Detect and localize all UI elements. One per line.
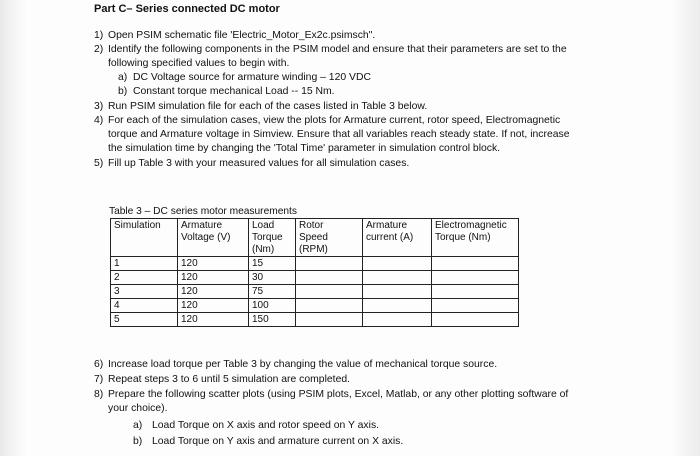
- table-row: [111, 285, 519, 299]
- step-8-text-line-2: your choice).: [108, 403, 168, 414]
- step-8b-letter: b): [133, 436, 143, 447]
- step-4-text-line-2: torque and Armature voltage in Simview. Ensure that all variables reach steady state. If not, increase: [108, 129, 570, 140]
- step-8-number: 8): [94, 389, 104, 400]
- step-8a-text: Load Torque on X axis and rotor speed on Y axis.: [152, 420, 380, 431]
- header-armature-voltage: Armature Voltage (V): [178, 219, 249, 257]
- cell-rotor-speed: [296, 257, 363, 271]
- step-8b-text: Load Torque on Y axis and armature current on X axis.: [152, 436, 404, 447]
- cell-load-torque: 15: [249, 257, 296, 271]
- step-4-text-line-3: the simulation time by changing the 'Total Time' parameter in simulation control block.: [108, 143, 501, 154]
- cell-em-torque: [432, 313, 519, 327]
- step-2b-text: Constant torque mechanical Load -- 15 Nm.: [133, 86, 335, 97]
- cell-load-torque: 30: [249, 271, 296, 285]
- step-1-number: 1): [94, 30, 104, 41]
- cell-rotor-speed: [296, 299, 363, 313]
- table-row: [111, 313, 519, 327]
- step-7-number: 7): [94, 374, 104, 385]
- cell-armature-current: [363, 271, 432, 285]
- cell-simulation: 1: [111, 257, 178, 271]
- header-em-torque: Electromagnetic Torque (Nm): [432, 219, 519, 257]
- header-simulation: Simulation: [111, 219, 178, 257]
- cell-em-torque: [432, 271, 519, 285]
- cell-em-torque: [432, 299, 519, 313]
- cell-em-torque: [432, 257, 519, 271]
- step-2a-text: DC Voltage source for armature winding – 120 VDC: [133, 72, 371, 83]
- cell-simulation: 2: [111, 271, 178, 285]
- cell-load-torque: 150: [249, 313, 296, 327]
- cell-armature-current: [363, 299, 432, 313]
- cell-load-torque: 100: [249, 299, 296, 313]
- section-heading: Part C– Series connected DC motor: [94, 3, 280, 15]
- table-row: [111, 257, 519, 271]
- table-row: [111, 271, 519, 285]
- step-4-text-line-1: For each of the simulation cases, view the plots for Armature current, rotor speed, Electromagnetic: [108, 115, 561, 126]
- cell-voltage: 120: [178, 299, 249, 313]
- step-8-text-line-1: Prepare the following scatter plots (using PSIM plots, Excel, Matlab, or any other plotting software of: [108, 389, 569, 400]
- cell-em-torque: [432, 285, 519, 299]
- cell-simulation: 4: [111, 299, 178, 313]
- step-1-text: Open PSIM schematic file 'Electric_Motor_Ex2c.psimsch".: [108, 30, 376, 41]
- step-8a-letter: a): [133, 420, 143, 431]
- step-6-text: Increase load torque per Table 3 by changing the value of mechanical torque source.: [108, 359, 498, 370]
- table-caption: Table 3 – DC series motor measurements: [109, 206, 297, 217]
- step-5-text: Fill up Table 3 with your measured values for all simulation cases.: [108, 158, 410, 169]
- cell-armature-current: [363, 285, 432, 299]
- cell-simulation: 5: [111, 313, 178, 327]
- cell-armature-current: [363, 313, 432, 327]
- cell-rotor-speed: [296, 271, 363, 285]
- step-7-text: Repeat steps 3 to 6 until 5 simulation are completed.: [108, 374, 351, 385]
- measurements-table: [110, 218, 519, 327]
- step-2b-letter: b): [118, 86, 128, 97]
- table-header-row: [111, 219, 519, 257]
- step-4-number: 4): [94, 115, 104, 126]
- cell-voltage: 120: [178, 257, 249, 271]
- header-load-torque: Load Torque (Nm): [249, 219, 296, 257]
- table-row: [111, 299, 519, 313]
- cell-armature-current: [363, 257, 432, 271]
- cell-rotor-speed: [296, 285, 363, 299]
- header-rotor-speed: Rotor Speed (RPM): [296, 219, 363, 257]
- cell-voltage: 120: [178, 313, 249, 327]
- step-6-number: 6): [94, 359, 104, 370]
- cell-simulation: 3: [111, 285, 178, 299]
- cell-rotor-speed: [296, 313, 363, 327]
- header-armature-current: Armature current (A): [363, 219, 432, 257]
- step-2-text-line-1: Identify the following components in the PSIM model and ensure that their parameters are set to the: [108, 44, 567, 55]
- step-5-number: 5): [94, 158, 104, 169]
- step-3-text: Run PSIM simulation file for each of the cases listed in Table 3 below.: [108, 101, 428, 112]
- step-2a-letter: a): [118, 72, 128, 83]
- cell-voltage: 120: [178, 285, 249, 299]
- cell-voltage: 120: [178, 271, 249, 285]
- step-2-number: 2): [94, 44, 104, 55]
- cell-load-torque: 75: [249, 285, 296, 299]
- step-2-text-line-2: following specified values to begin with.: [108, 58, 290, 69]
- step-3-number: 3): [94, 101, 104, 112]
